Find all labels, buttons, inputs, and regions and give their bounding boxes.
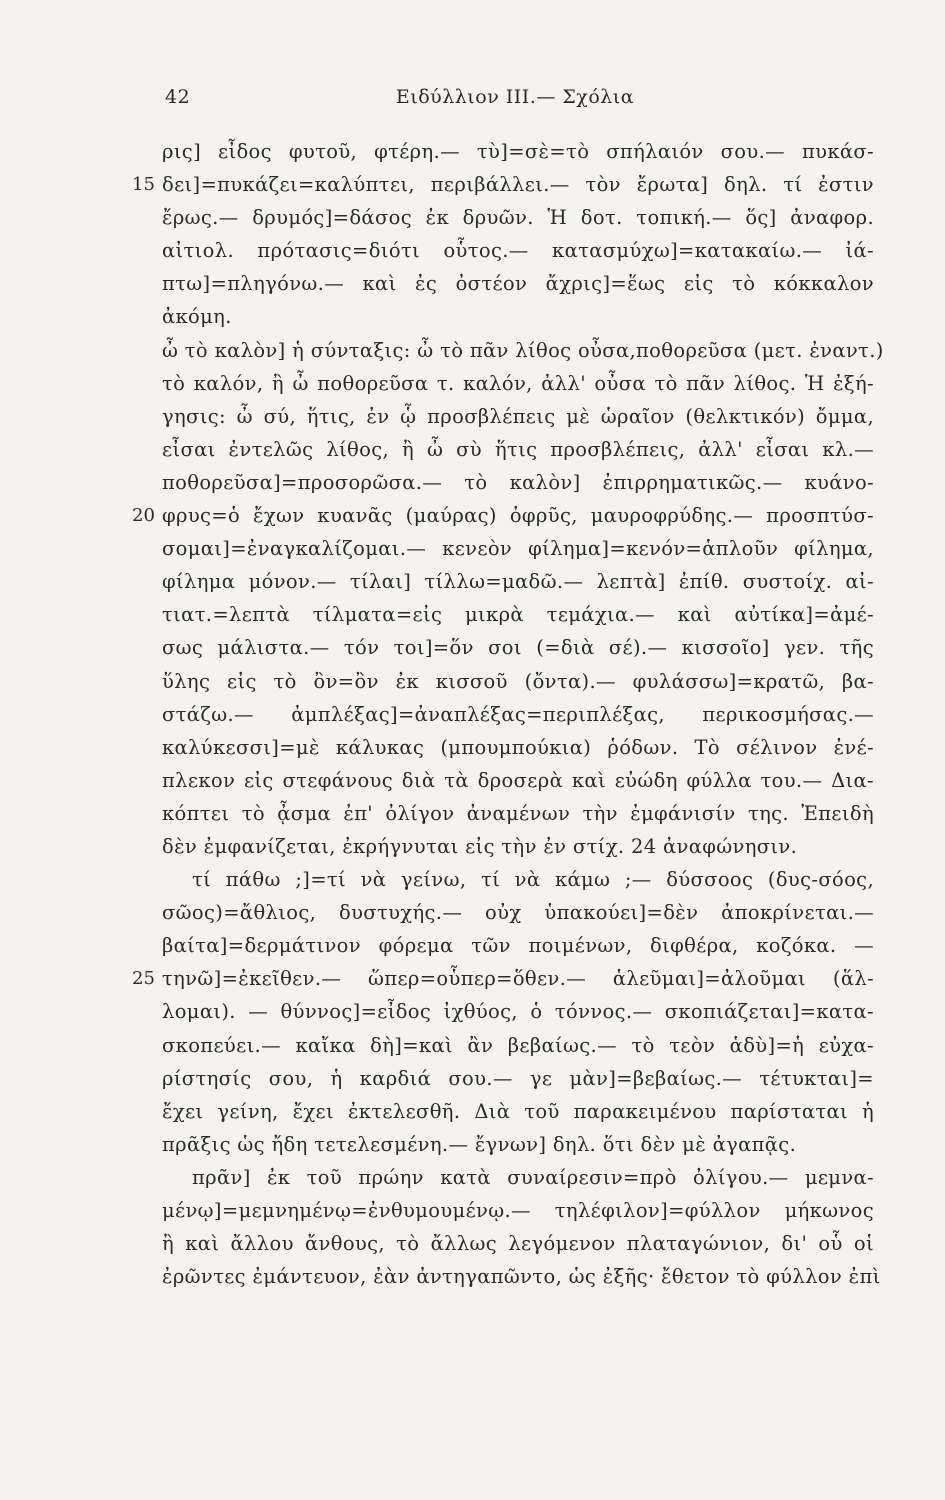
text-line: [162, 433, 874, 466]
line-text: τί πάθω ;]=τί νὰ γείνω, τί νὰ κάμω ;— δύσσοος (δυς-σόος,: [192, 868, 874, 892]
text-line: [162, 334, 884, 367]
text-line: [162, 896, 874, 929]
text-line: [162, 400, 874, 433]
line-text: ἐρῶντες ἐμάντευον, ἐὰν ἀντηγαπῶντο, ὡς ἐξῆς· ἔθετον τὸ φύλλον ἐπὶ: [162, 1265, 881, 1289]
line-text: κόπτει τὸ ᾆσμα ἐπ' ὀλίγον ἀναμένων τὴν ἐμφάνισίν της. Ἐπειδὴ: [162, 801, 874, 825]
line-text: φρυς=ὁ ἔχων κυανᾶς (μαύρας) ὀφρῦς, μαυροφρύδης.— προσπτύσ-: [162, 504, 874, 528]
line-text: ἔχει γείνη, ἔχει ἐκτελεσθῆ. Διὰ τοῦ παρακειμένου παρίσταται ἡ: [162, 1099, 874, 1123]
text-line: [162, 631, 874, 664]
text-line: [132, 499, 874, 532]
line-number: 25: [132, 968, 155, 990]
line-number: 20: [132, 505, 155, 527]
text-line: [162, 532, 874, 565]
line-text: εἶσαι ἐντελῶς λίθος, ἢ ὦ σὺ ἥτις προσβλέπεις, ἀλλ' εἶσαι κλ.—: [162, 437, 874, 461]
text-line: [162, 234, 874, 267]
text-line: [162, 135, 874, 168]
line-text: τὸ καλόν, ἢ ὦ ποθορεῦσα τ. καλόν, ἀλλ' οὖσα τὸ πᾶν λίθος. Ἡ ἐξή-: [162, 371, 874, 395]
line-text: σως μάλιστα.— τόν τοι]=ὅν σοι (=διὰ σέ).— κισσοῖο] γεν. τῆς: [162, 636, 874, 660]
line-text: τιατ.=λεπτὰ τίλματα=εἰς μικρὰ τεμάχια.— καὶ αὐτίκα]=ἀμέ-: [162, 603, 874, 627]
text-line: [162, 1227, 874, 1260]
line-text: πρᾶξις ὡς ἤδη τετελεσμένη.— ἔγνων] δηλ. ὅτι δὲν μὲ ἀγαπᾷς.: [162, 1132, 797, 1156]
page-number: 42: [165, 86, 191, 108]
text-line: [162, 797, 874, 830]
text-line: [162, 466, 874, 499]
line-text: σκοπεύει.— καἴκα δὴ]=καὶ ἂν βεβαίως.— τὸ τεὸν ἁδὺ]=ἡ εὐχα-: [162, 1033, 874, 1057]
text-line: [162, 1260, 881, 1293]
text-line: [162, 731, 874, 764]
line-text: ὕλης εἰς τὸ ὂν=ὂν ἐκ κισσοῦ (ὄντα).— φυλάσσω]=κρατῶ, βα-: [162, 669, 874, 693]
line-text: σομαι]=ἐναγκαλίζομαι.— κενεὸν φίλημα]=κενόν=ἁπλοῦν φίλημα,: [162, 537, 874, 561]
line-text: ἔρως.— δρυμός]=δάσος ἐκ δρυῶν. Ἡ δοτ. τοπική.— ὅς] ἀναφορ.: [162, 206, 874, 230]
line-text: ρις] εἶδος φυτοῦ, φτέρη.— τὺ]=σὲ=τὸ σπήλαιόν σου.— πυκάσ-: [162, 140, 874, 163]
text-line: [162, 267, 874, 300]
text-line: [162, 367, 874, 400]
text-line: [162, 929, 874, 962]
line-text: πρᾶν] ἐκ τοῦ πρώην κατὰ συναίρεσιν=πρὸ ὀλίγου.— μεμνα-: [192, 1165, 874, 1189]
text-line: [162, 1062, 874, 1095]
line-text: πλεκον εἰς στεφάνους διὰ τὰ δροσερὰ καὶ εὐώδη φύλλα του.— Δια-: [162, 768, 874, 792]
text-line: [162, 565, 874, 598]
line-text: πτω]=πληγόνω.— καὶ ἐς ὀστέον ἄχρις]=ἕως εἰς τὸ κόκκαλον: [162, 272, 874, 296]
line-text: βαίτα]=δερμάτινον φόρεμα τῶν ποιμένων, διφθέρα, κοζόκα. —: [162, 934, 874, 958]
line-text: γησις: ὦ σύ, ἥτις, ἐν ᾧ προσβλέπεις μὲ ὡραῖον (θελκτικόν) ὄμμα,: [162, 404, 874, 428]
text-line: [162, 1194, 874, 1227]
line-text: ρίστησίς σου, ἡ καρδιά σου.— γε μὰν]=βεβαίως.— τέτυκται]=: [162, 1066, 874, 1090]
page-header: [165, 86, 865, 116]
text-line: [162, 665, 874, 698]
line-text: ποθορεῦσα]=προσορῶσα.— τὸ καλὸν] ἐπιρρηματικῶς.— κυάνο-: [162, 470, 874, 494]
line-text: ἀκόμη.: [162, 305, 232, 329]
line-text: στάζω.— ἀμπλέξας]=ἀναπλέξας=περιπλέξας, περικοσμήσας.—: [162, 702, 874, 726]
line-text: ἢ καὶ ἄλλου ἄνθους, τὸ ἄλλως λεγόμενον πλαταγώνιον, δι' οὗ οἱ: [162, 1232, 874, 1256]
text-line: [132, 962, 874, 995]
line-text: φίλημα μόνον.— τίλαι] τίλλω=μαδῶ.— λεπτὰ] ἐπίθ. συστοίχ. αἰ-: [162, 570, 874, 594]
text-line: [162, 1095, 874, 1128]
line-text: καλύκεσσι]=μὲ κάλυκας (μπουμπούκια) ῥόδων. Τὸ σέλινον ἐνέ-: [162, 735, 874, 759]
text-line: [162, 764, 874, 797]
line-text: τηνῶ]=ἐκεῖθεν.— ὥπερ=οὗπερ=ὅθεν.— ἁλεῦμαι]=ἀλοῦμαι (ἅλ-: [162, 967, 874, 991]
line-text: δει]=πυκάζει=καλύπτει, περιβάλλει.— τὸν ἔρωτα] δηλ. τί ἐστιν: [162, 173, 874, 197]
text-line: [132, 168, 874, 201]
line-text: σῶος)=ἄθλιος, δυστυχής.— οὐχ ὑπακούει]=δὲν ἀποκρίνεται.—: [162, 901, 874, 925]
running-title: Ειδύλλιον ΙΙΙ.— Σχόλια: [395, 86, 635, 108]
line-text: λομαι). — θύννος]=εἶδος ἰχθύος, ὁ τόννος.— σκοπιάζεται]=κατα-: [162, 1000, 874, 1024]
text-line: [162, 300, 874, 333]
text-line: [162, 1029, 874, 1062]
text-line: [162, 1128, 874, 1161]
text-line: [162, 1161, 874, 1194]
line-text: δὲν ἐμφανίζεται, ἐκρήγνυται εἰς τὴν ἐν στίχ. 24 ἀναφώνησιν.: [162, 834, 798, 858]
line-text: αἰτιολ. πρότασις=διότι οὗτος.— κατασμύχω]=κατακαίω.— ἰά-: [162, 239, 874, 263]
commentary-text: [132, 135, 884, 1293]
text-line: [162, 995, 874, 1028]
line-text: μένῳ]=μεμνημένῳ=ἐνθυμουμένῳ.— τηλέφιλον]=φύλλον μήκωνος: [162, 1199, 874, 1222]
text-line: [162, 201, 874, 234]
text-line: [162, 830, 874, 863]
line-text: ὦ τὸ καλὸν] ἡ σύνταξις: ὦ τὸ πᾶν λίθος οὖσα,ποθορεῦσα (μετ. ἐναντ.): [162, 338, 884, 362]
text-line: [162, 598, 874, 631]
text-line: [162, 863, 874, 896]
text-line: [162, 698, 874, 731]
line-number: 15: [132, 174, 155, 196]
